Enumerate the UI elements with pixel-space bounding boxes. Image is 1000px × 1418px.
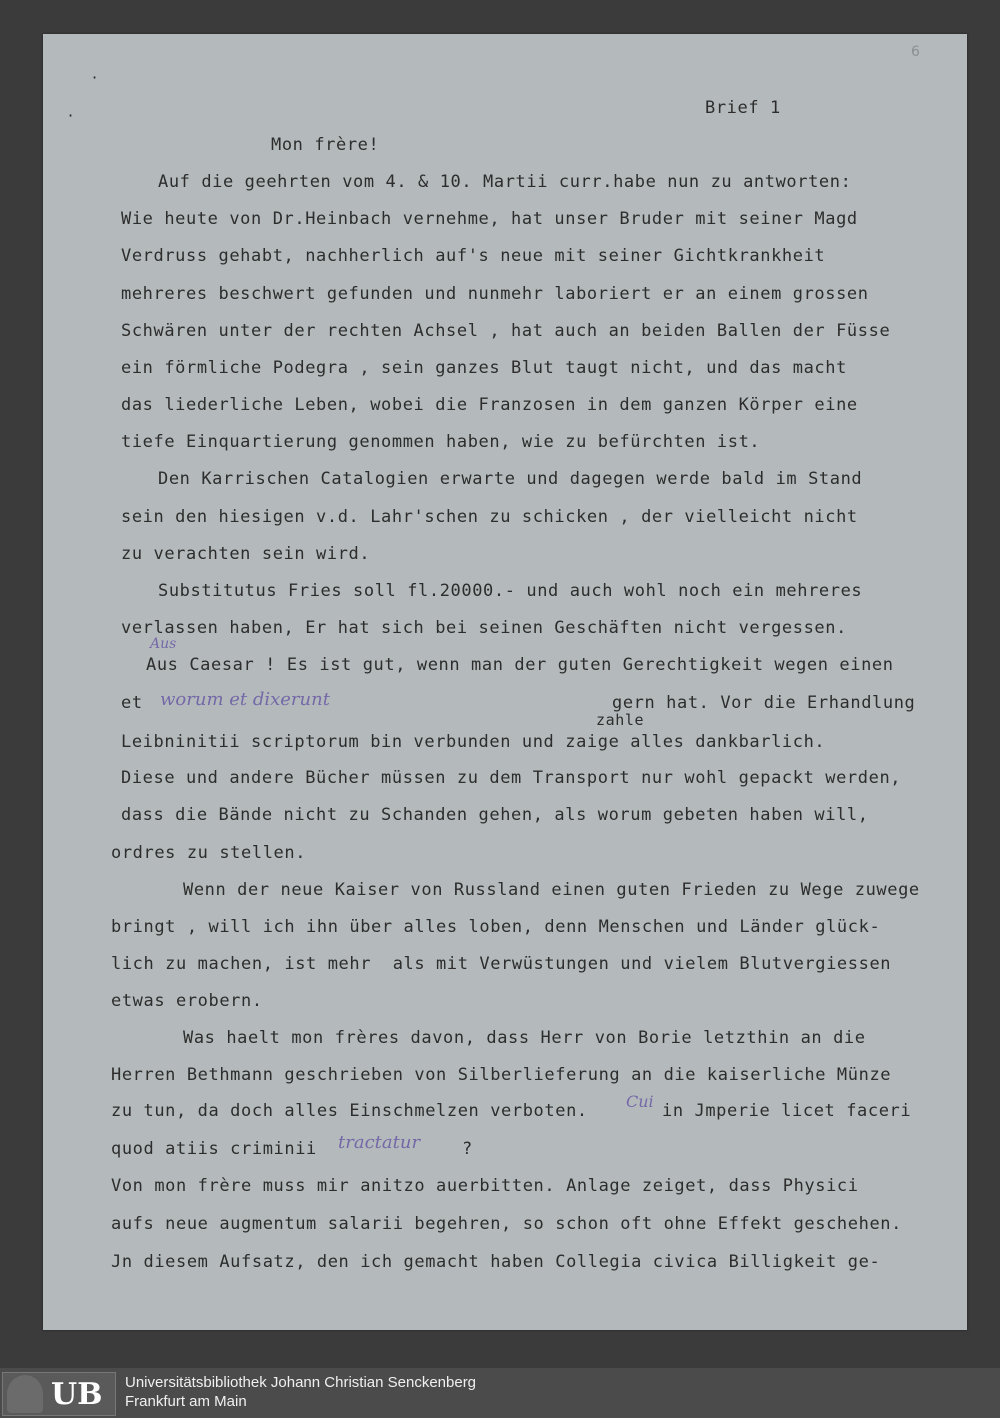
- letter-salutation: Mon frère!: [271, 135, 380, 155]
- letter-line: Was haelt mon frères davon, dass Herr von Borie letzthin an die: [183, 1028, 866, 1048]
- institution-city: Frankfurt am Main: [125, 1393, 247, 1410]
- letter-line: quod atiis criminii: [111, 1139, 317, 1159]
- letter-line: Diese und andere Bücher müssen zu dem Transport nur wohl gepackt werden,: [121, 768, 902, 788]
- letter-line: Verdruss gehabt, nachherlich auf's neue mit seiner Gichtkrankheit: [121, 246, 826, 266]
- letter-line: ?: [462, 1139, 473, 1159]
- letter-line: bringt , will ich ihn über alles loben, denn Menschen und Länder glück-: [111, 917, 881, 937]
- pencil-mark: 6: [911, 44, 920, 60]
- letter-line: gern hat. Vor die Erhandlung: [612, 693, 916, 713]
- library-logo[interactable]: [2, 1372, 116, 1416]
- letter-line: etwas erobern.: [111, 991, 263, 1011]
- handwritten-insertion: tractatur: [338, 1132, 421, 1153]
- library-footer: [0, 1368, 1000, 1418]
- margin-mark: ·: [68, 106, 74, 125]
- letter-line: zu tun, da doch alles Einschmelzen verboten.: [111, 1101, 588, 1121]
- letter-line: Herren Bethmann geschrieben von Silberlieferung an die kaiserliche Münze: [111, 1065, 892, 1085]
- handwritten-insertion: Cui: [626, 1092, 654, 1111]
- letter-line: lich zu machen, ist mehr als mit Verwüstungen und vielem Blutvergiessen: [111, 954, 892, 974]
- handwritten-correction: Aus: [150, 636, 177, 652]
- letter-line: tiefe Einquartierung genommen haben, wie zu befürchten ist.: [121, 432, 761, 452]
- letter-line: Leibninitii scriptorum bin verbunden und zaige alles dankbarlich.: [121, 732, 826, 752]
- margin-mark: ·: [92, 68, 98, 87]
- letter-line: zu verachten sein wird.: [121, 544, 371, 564]
- letter-line: zahle: [596, 711, 645, 729]
- letter-line: mehreres beschwert gefunden und nunmehr laboriert er an einem grossen: [121, 284, 869, 304]
- letter-line: Wie heute von Dr.Heinbach vernehme, hat unser Bruder mit seiner Magd: [121, 209, 858, 229]
- letter-line: Auf die geehrten vom 4. & 10. Martii curr.habe nun zu antworten:: [158, 172, 852, 192]
- letter-line: in Jmperie licet faceri: [662, 1101, 912, 1121]
- letter-heading: Brief 1: [705, 98, 781, 118]
- letter-line: Den Karrischen Catalogien erwarte und dagegen werde bald im Stand: [158, 469, 863, 489]
- letter-line: Von mon frère muss mir anitzo auerbitten. Anlage zeiget, dass Physici: [111, 1176, 859, 1196]
- portrait-icon: [7, 1375, 43, 1413]
- letter-line: Wenn der neue Kaiser von Russland einen guten Frieden zu Wege zuwege: [183, 880, 920, 900]
- letter-line: Aus Caesar ! Es ist gut, wenn man der guten Gerechtigkeit wegen einen: [146, 655, 894, 675]
- logo-text: UB: [51, 1377, 103, 1412]
- institution-name: Universitätsbibliothek Johann Christian Senckenberg: [125, 1374, 477, 1391]
- letter-line: Jn diesem Aufsatz, den ich gemacht haben Collegia civica Billigkeit ge-: [111, 1252, 881, 1272]
- letter-line: das liederliche Leben, wobei die Franzosen in dem ganzen Körper eine: [121, 395, 858, 415]
- letter-line: et: [121, 693, 143, 713]
- letter-line: dass die Bände nicht zu Schanden gehen, als worum gebeten haben will,: [121, 805, 869, 825]
- letter-line: Schwären unter der rechten Achsel , hat auch an beiden Ballen der Füsse: [121, 321, 891, 341]
- letter-line: aufs neue augmentum salarii begehren, so schon oft ohne Effekt geschehen.: [111, 1214, 902, 1234]
- letter-line: verlassen haben, Er hat sich bei seinen Geschäften nicht vergessen.: [121, 618, 847, 638]
- handwritten-insertion: worum et dixerunt: [160, 689, 330, 710]
- letter-line: Substitutus Fries soll fl.20000.- und auch wohl noch ein mehreres: [158, 581, 863, 601]
- letter-line: sein den hiesigen v.d. Lahr'schen zu schicken , der vielleicht nicht: [121, 507, 858, 527]
- letter-line: ein förmliche Podegra , sein ganzes Blut taugt nicht, und das macht: [121, 358, 847, 378]
- letter-line: ordres zu stellen.: [111, 843, 307, 863]
